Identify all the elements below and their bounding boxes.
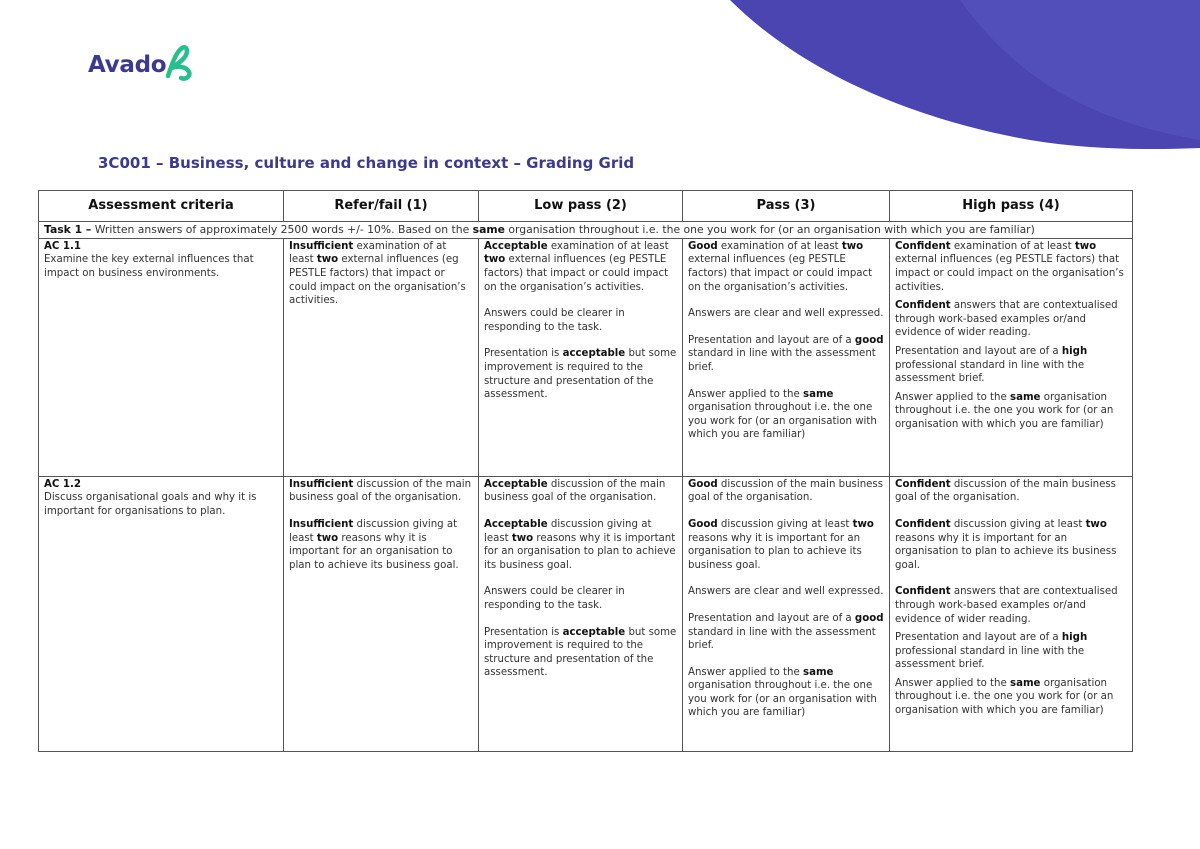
high-pass-cell: Confident discussion of the main business goal of the organisation. Confident discussion giving at least two reasons why it is important for an organisation to plan to achieve its business goal. Confident answers that are contextualised through work-based examples or/and evidence of wider reading. Presentation and layout are of a high professional standard in line with the assessment brief. Answer applied to the same organisation throughout i.e. the one you work for (or an organisation with which you are familiar) [890, 476, 1133, 751]
header-high-pass: High pass (4) [890, 191, 1133, 222]
header-decoration [730, 0, 1200, 150]
criteria-row-ac-1-1 [39, 238, 1133, 476]
grading-grid-table [38, 190, 1133, 752]
refer-fail-cell: Insufficient discussion of the main business goal of the organisation. Insufficient discussion giving at least two reasons why it is important for an organisation to plan to achieve its business goal. [284, 476, 479, 751]
pass-cell: Good discussion of the main business goal of the organisation. Good discussion giving at least two reasons why it is important for an organisation to plan to achieve its business goal. Answers are clear and well expressed. Presentation and layout are of a good standard in line with the assessment brief. Answer applied to the same organisation throughout i.e. the one you work for (or an organisation with which you are familiar) [683, 476, 890, 751]
task-row [39, 222, 1133, 239]
header-pass: Pass (3) [683, 191, 890, 222]
header-row [39, 191, 1133, 222]
logo-wordmark: Avado [88, 52, 167, 78]
ac-code: AC 1.2 [44, 478, 81, 490]
page-title: 3C001 – Business, culture and change in context – Grading Grid [98, 154, 635, 172]
logo-mark-icon [162, 42, 196, 84]
ac-description: Discuss organisational goals and why it is important for organisations to plan. [44, 492, 257, 517]
criteria-cell [39, 238, 284, 476]
pass-cell: Good examination of at least two external influences (eg PESTLE factors) that impact or could impact on the organisation’s activities. Answers are clear and well expressed. Presentation and layout are of a good standard in line with the assessment brief. Answer applied to the same organisation throughout i.e. the one you work for (or an organisation with which you are familiar) [683, 238, 890, 476]
high-pass-cell: Confident examination of at least two external influences (eg PESTLE factors) that impact or could impact on the organisation’s activities. Confident answers that are contextualised through work-based examples or/and evidence of wider reading. Presentation and layout are of a high professional standard in line with the assessment brief. Answer applied to the same organisation throughout i.e. the one you work for (or an organisation with which you are familiar) [890, 238, 1133, 476]
header-refer-fail: Refer/fail (1) [284, 191, 479, 222]
criteria-cell [39, 476, 284, 751]
criteria-row-ac-1-2 [39, 476, 1133, 751]
refer-fail-cell: Insufficient examination of at least two external influences (eg PESTLE factors) that impact or could impact on the organisation’s activities. [284, 238, 479, 476]
low-pass-cell: Acceptable examination of at least two external influences (eg PESTLE factors) that impact or could impact on the organisation’s activities. Answers could be clearer in responding to the task. Presentation is acceptable but some improvement is required to the structure and presentation of the assessment. [479, 238, 683, 476]
task-description: Task 1 – Written answers of approximately 2500 words +/- 10%. Based on the same organisation throughout i.e. the one you work for (or an organisation with which you are familiar) [39, 222, 1133, 239]
ac-code: AC 1.1 [44, 240, 81, 252]
task-label: Task 1 – [44, 223, 92, 236]
header-low-pass: Low pass (2) [479, 191, 683, 222]
low-pass-cell: Acceptable discussion of the main business goal of the organisation. Acceptable discussion giving at least two reasons why it is important for an organisation to plan to achieve its business goal. Answers could be clearer in responding to the task. Presentation is acceptable but some improvement is required to the structure and presentation of the assessment. [479, 476, 683, 751]
ac-description: Examine the key external influences that impact on business environments. [44, 254, 254, 279]
avado-logo [88, 46, 196, 84]
header-assessment-criteria: Assessment criteria [39, 191, 284, 222]
